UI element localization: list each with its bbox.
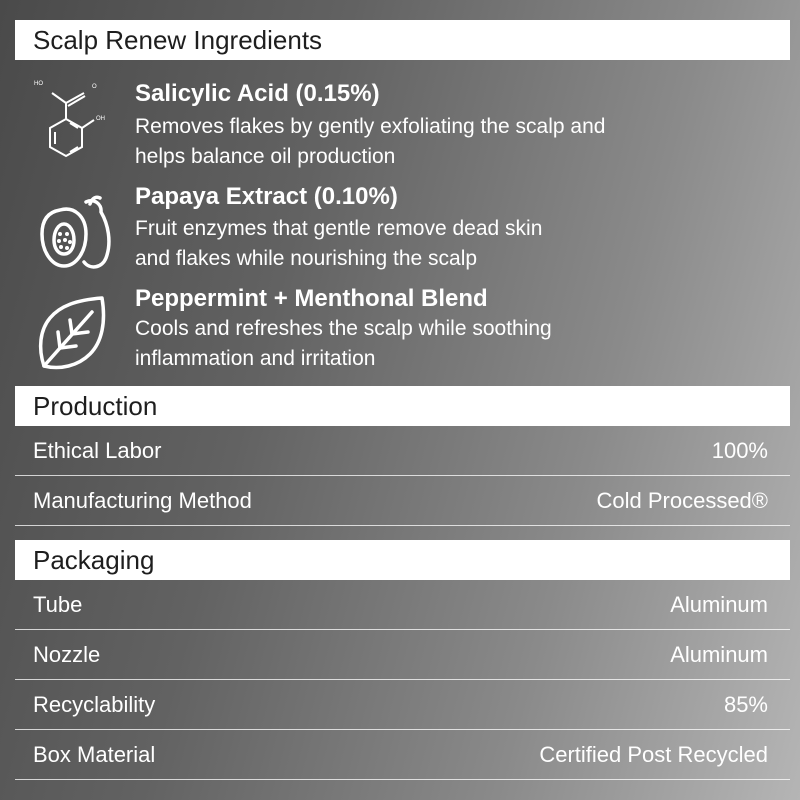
ingredient-description	[135, 314, 755, 374]
packaging-header	[15, 540, 790, 580]
molecule-label-oh: OH	[96, 116, 105, 122]
row-value: 85%	[723, 692, 768, 717]
ingredient-name: Peppermint + Menthonal Blend	[135, 285, 488, 312]
papaya-icon	[30, 190, 120, 280]
row-value: Certified Post Recycled	[539, 742, 768, 767]
row-value: Aluminum	[670, 592, 768, 617]
ingredient-name: Papaya Extract (0.10%)	[135, 183, 398, 210]
ingredients-header	[15, 20, 790, 60]
table-row	[15, 680, 790, 730]
ingredient-peppermint-blend	[0, 280, 800, 380]
table-row	[15, 630, 790, 680]
packaging-title: Packaging	[33, 545, 155, 575]
peppermint-leaf-icon	[30, 288, 120, 378]
molecule-label-ho: HO	[34, 81, 43, 87]
row-label: Manufacturing Method	[33, 488, 252, 513]
row-label: Tube	[33, 592, 83, 617]
ingredient-description	[135, 112, 755, 172]
description-line: Removes flakes by gently exfoliating the scalp and	[135, 115, 606, 138]
table-row	[15, 730, 790, 780]
row-value: 100%	[711, 438, 768, 463]
ingredients-title: Scalp Renew Ingredients	[33, 25, 323, 55]
row-label: Recyclability	[33, 692, 156, 717]
table-row	[15, 476, 790, 526]
description-line: helps balance oil production	[135, 145, 396, 168]
ingredient-papaya-extract	[0, 180, 800, 280]
row-label: Nozzle	[33, 642, 101, 667]
row-label: Ethical Labor	[33, 438, 162, 463]
ingredient-description	[135, 214, 755, 274]
row-value: Cold Processed®	[596, 488, 768, 513]
table-row	[15, 580, 790, 630]
description-line: Cools and refreshes the scalp while soothing	[135, 317, 552, 340]
description-line: Fruit enzymes that gentle remove dead skin	[135, 217, 543, 240]
production-title: Production	[33, 391, 158, 421]
salicylic-acid-molecule-icon	[30, 73, 120, 163]
production-header	[15, 386, 790, 426]
molecule-label-o: O	[92, 84, 97, 90]
row-label: Box Material	[33, 742, 156, 767]
table-row	[15, 426, 790, 476]
description-line: inflammation and irritation	[135, 347, 376, 370]
ingredient-name: Salicylic Acid (0.15%)	[135, 80, 380, 107]
ingredient-salicylic-acid	[0, 70, 800, 170]
description-line: and flakes while nourishing the scalp	[135, 247, 478, 270]
row-value: Aluminum	[670, 642, 768, 667]
